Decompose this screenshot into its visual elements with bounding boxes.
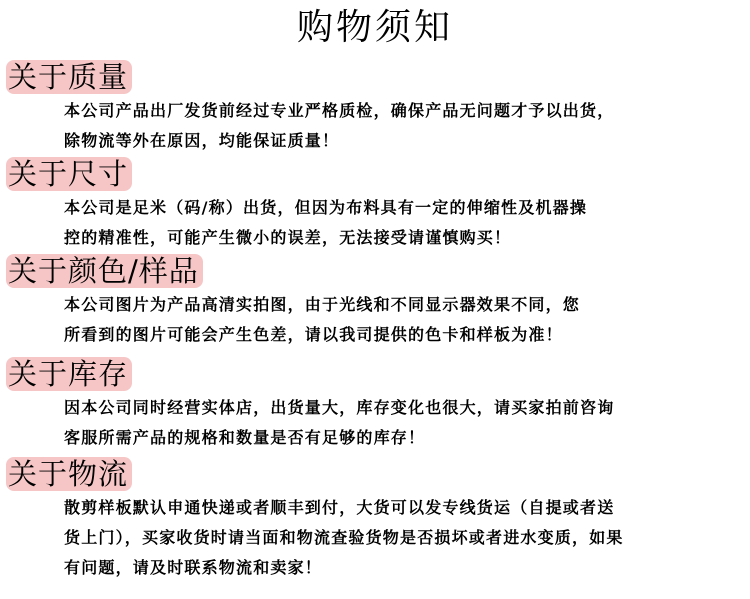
section-body xyxy=(64,193,744,253)
section-heading: 关于物流 xyxy=(6,457,132,491)
section-body xyxy=(64,393,744,453)
body-line: 客服所需产品的规格和数量是否有足够的库存！ xyxy=(64,428,426,447)
body-line: 控的精准性，可能产生微小的误差，无法接受请谨慎购买！ xyxy=(64,228,512,247)
body-line: 散剪样板默认申通快递或者顺丰到付，大货可以发专线货运（自提或者送 xyxy=(64,498,615,517)
section-heading: 关于质量 xyxy=(6,60,132,94)
body-line: 本公司是足米（码/称）出货，但因为布料具有一定的伸缩性及机器操 xyxy=(64,198,588,217)
body-line: 除物流等外在原因，均能保证质量！ xyxy=(64,131,340,150)
section-body xyxy=(64,290,744,350)
section-heading: 关于颜色/样品 xyxy=(6,254,203,288)
body-line: 本公司产品出厂发货前经过专业严格质检，确保产品无问题才予以出货， xyxy=(64,101,615,120)
body-line: 有问题，请及时联系物流和卖家！ xyxy=(64,558,323,577)
body-line: 货上门），买家收货时请当面和物流查验货物是否损坏或者进水变质，如果 xyxy=(64,528,624,547)
body-line: 所看到的图片可能会产生色差，请以我司提供的色卡和样板为准！ xyxy=(64,325,563,344)
body-line: 本公司图片为产品高清实拍图，由于光线和不同显示器效果不同，您 xyxy=(64,295,581,314)
body-line: 因本公司同时经营实体店，出货量大，库存变化也很大，请买家拍前咨询 xyxy=(64,398,615,417)
section-heading: 关于尺寸 xyxy=(6,157,132,191)
section-heading: 关于库存 xyxy=(6,357,132,391)
page-title: 购物须知 xyxy=(296,7,453,48)
section-body xyxy=(64,96,744,156)
section-body xyxy=(64,493,744,583)
